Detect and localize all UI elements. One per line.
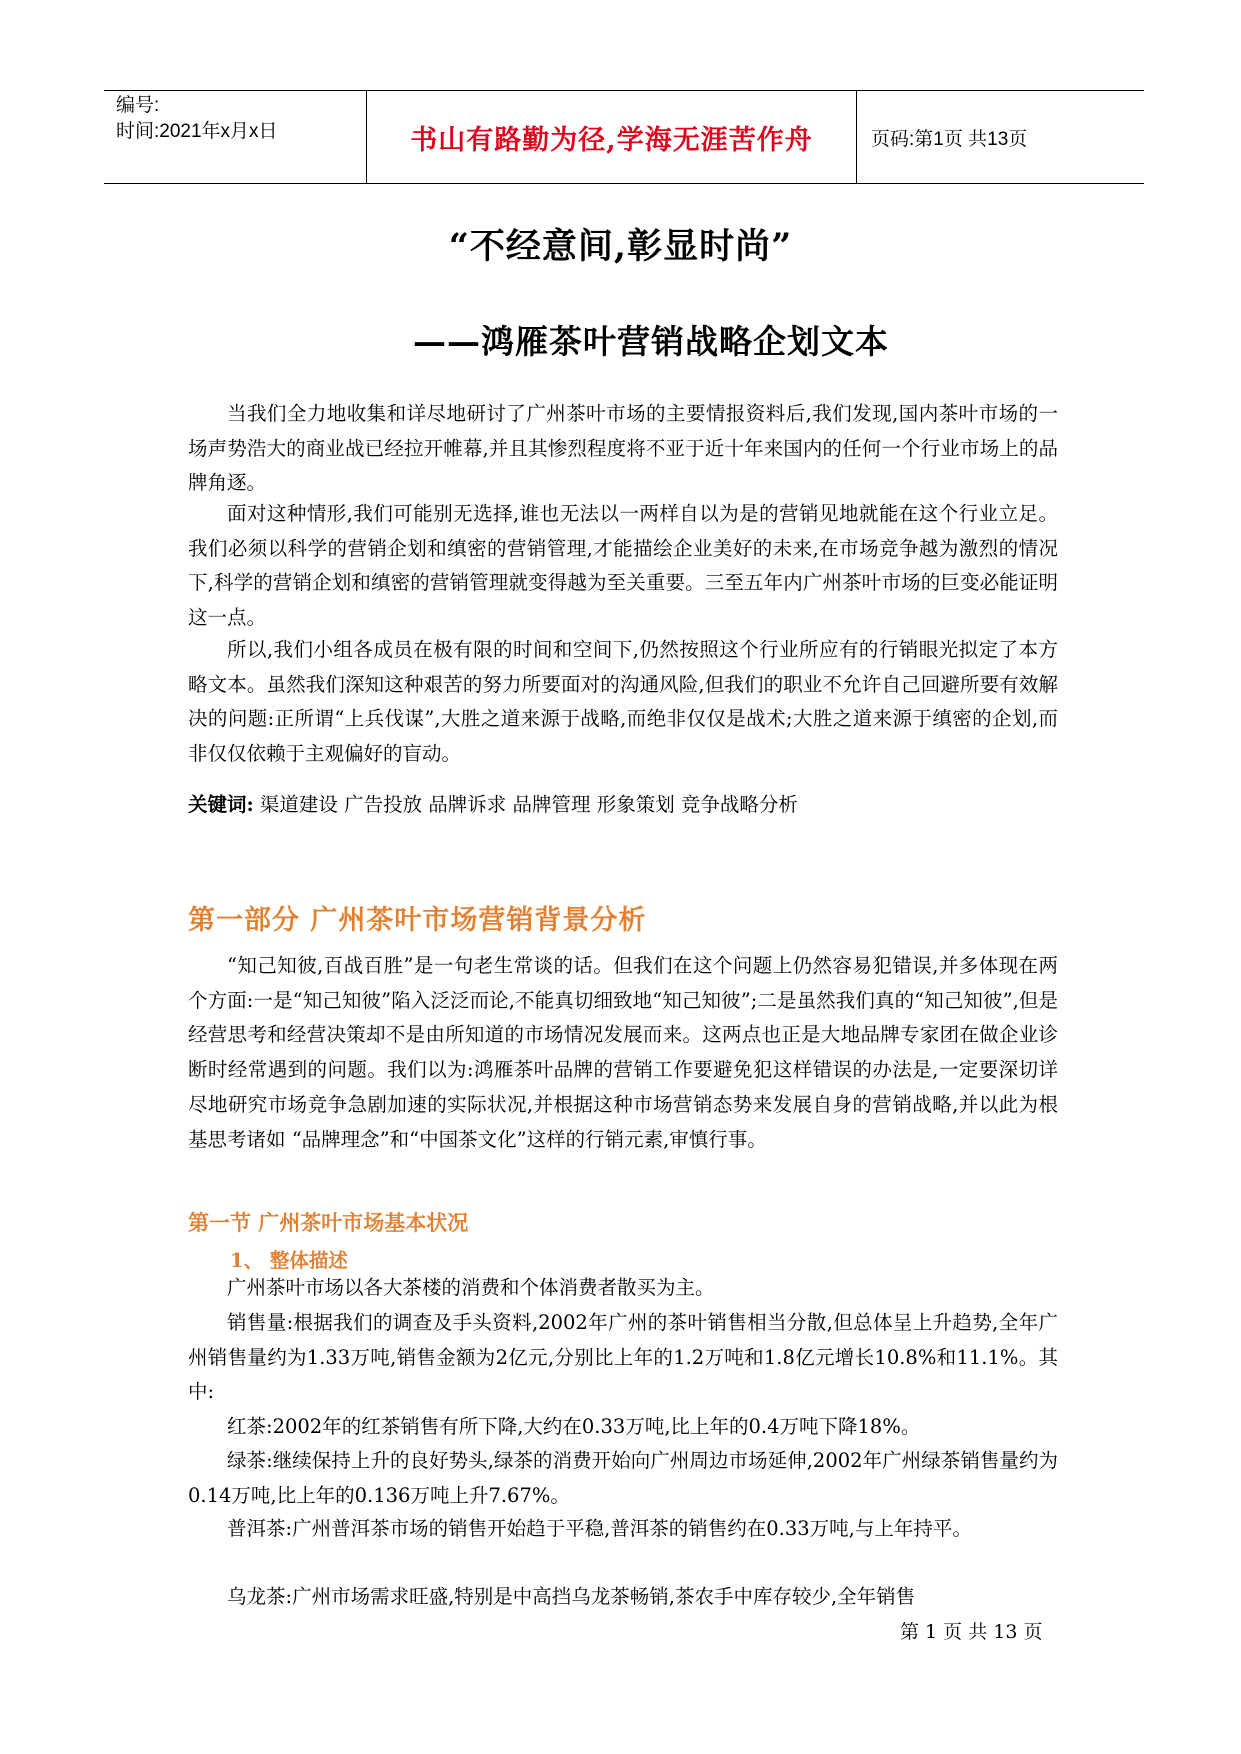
subsection1-heading: 1、 整体描述 bbox=[230, 1249, 348, 1272]
document-subtitle: ——鸿雁茶叶营销战略企划文本 bbox=[413, 322, 889, 361]
section1-paragraph-5: 普洱茶:广州普洱茶市场的销售开始趋于平稳,普洱茶的销售约在0.33万吨,与上年持平。 bbox=[227, 1517, 972, 1540]
part1-heading: 第一部分 广州茶叶市场营销背景分析 bbox=[188, 905, 647, 936]
section1-paragraph-6: 乌龙茶:广州市场需求旺盛,特别是中高挡乌龙茶畅销,茶农手中库存较少,全年销售 bbox=[227, 1585, 916, 1608]
intro-paragraph-1: 当我们全力地收集和详尽地研讨了广州茶叶市场的主要情报资料后,我们发现,国内茶叶市场的一场声势浩大的商业战已经拉开帷幕,并且其惨烈程度将不亚于近十年来国内的任何一个行业市场上的品牌角逐。 bbox=[188, 402, 1058, 495]
header-info-cell bbox=[104, 91, 367, 183]
header-table bbox=[104, 90, 1144, 184]
section1-paragraph-1: 广州茶叶市场以各大茶楼的消费和个体消费者散买为主。 bbox=[227, 1276, 715, 1299]
time-label: 时间:2021年x月x日 bbox=[116, 121, 278, 142]
number-label: 编号: bbox=[116, 95, 160, 116]
keywords-label: 关键词: bbox=[188, 793, 254, 816]
motto: 书山有路勤为径,学海无涯苦作舟 bbox=[367, 91, 857, 183]
part1-paragraph: “知己知彼,百战百胜”是一句老生常谈的话。但我们在这个问题上仍然容易犯错误,并多体现在两个方面:一是“知己知彼”陷入泛泛而论,不能真切细致地“知己知彼”;二是虽然我们真的“知己知彼”,但是经营思考和经营决策却不是由所知道的市场情况发展而来。这两点也正是大地品牌专家团在做企业诊断时经常遇到的问题。我们以为:鸿雁茶叶品牌的营销工作要避免犯这样错误的办法是,一定要深切详尽地研究市场竞争急剧加速的实际状况,并根据这种市场营销态势来发展自身的营销战略,并以此为根基思考诸如 “品牌理念”和“中国茶文化”这样的行销元素,审慎行事。 bbox=[188, 954, 1058, 1151]
document-title: “不经意间,彰显时尚” bbox=[448, 226, 793, 267]
keywords-line bbox=[188, 789, 798, 817]
page-label: 页码:第1页 共13页 bbox=[871, 128, 1028, 150]
page-footer: 第 1 页 共 13 页 bbox=[900, 1621, 1043, 1643]
keywords-text: 渠道建设 广告投放 品牌诉求 品牌管理 形象策划 竞争战略分析 bbox=[259, 793, 798, 816]
intro-paragraph-2: 面对这种情形,我们可能别无选择,谁也无法以一两样自以为是的营销见地就能在这个行业立足。我们必须以科学的营销企划和缜密的营销管理,才能描绘企业美好的未来,在市场竞争越为激烈的情况下,科学的营销企划和缜密的营销管理就变得越为至关重要。三至五年内广州茶叶市场的巨变必能证明这一点。 bbox=[188, 502, 1058, 630]
section1-paragraph-4: 绿茶:继续保持上升的良好势头,绿茶的消费开始向广州周边市场延伸,2002年广州绿茶销售量约为0.14万吨,比上年的0.136万吨上升7.67%。 bbox=[188, 1449, 1058, 1507]
intro-paragraph-3: 所以,我们小组各成员在极有限的时间和空间下,仍然按照这个行业所应有的行销眼光拟定了本方略文本。虽然我们深知这种艰苦的努力所要面对的沟通风险,但我们的职业不允许自己回避所要有效解决的问题:正所谓“上兵伐谋”,大胜之道来源于战略,而绝非仅仅是战术;大胜之道来源于缜密的企划,而非仅仅依赖于主观偏好的盲动。 bbox=[188, 638, 1058, 766]
section1-paragraph-2: 销售量:根据我们的调查及手头资料,2002年广州的茶叶销售相当分散,但总体呈上升趋势,全年广州销售量约为1.33万吨,销售金额为2亿元,分别比上年的1.2万吨和1.8亿元增长10.8%和11.1%。其中: bbox=[188, 1311, 1058, 1404]
section1-heading: 第一节 广州茶叶市场基本状况 bbox=[188, 1210, 469, 1235]
section1-paragraph-3: 红茶:2002年的红茶销售有所下降,大约在0.33万吨,比上年的0.4万吨下降18%。 bbox=[227, 1415, 921, 1438]
